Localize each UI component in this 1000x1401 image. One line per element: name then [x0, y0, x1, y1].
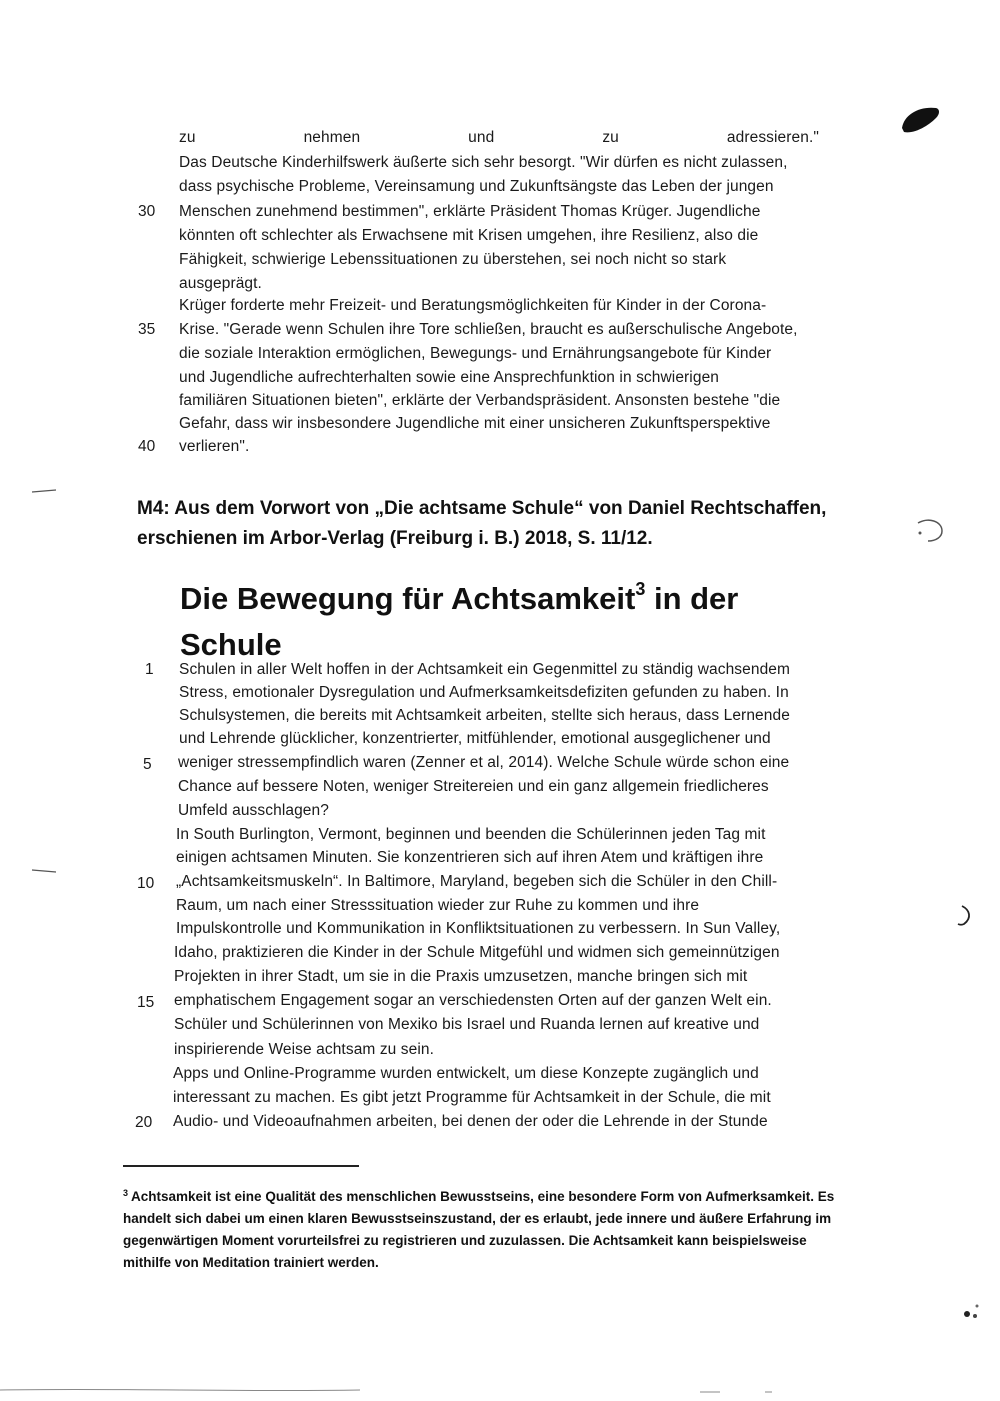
text-line: interessant zu machen. Es gibt jetzt Programme für Achtsamkeit in der Schule, die mit: [173, 1089, 771, 1106]
line-number: 5: [143, 756, 152, 773]
text-line: Raum, um nach einer Stresssituation wieder zur Ruhe zu kommen und ihre: [176, 897, 700, 914]
text-line: Audio- und Videoaufnahmen arbeiten, bei denen der oder die Lehrende in der Stunde: [173, 1113, 768, 1130]
text-line: Menschen zunehmend bestimmen", erklärte Präsident Thomas Krüger. Jugendliche: [179, 203, 761, 220]
text-line: und Jugendliche aufrechterhalten sowie eine Ansprechfunktion in schwierigen: [179, 369, 720, 386]
heading-line: Schule: [180, 627, 282, 662]
text-line: Gefahr, dass wir insbesondere Jugendliche mit einer unsicheren Zukunftsperspektive: [179, 415, 771, 432]
text-line: dass psychische Probleme, Vereinsamung und Zukunftsängste das Leben der jungen: [179, 178, 774, 195]
scan-blot-mark: [896, 100, 946, 140]
scan-edge-mark: [30, 486, 60, 496]
text-line: Idaho, praktizieren die Kinder in der Schule Mitgefühl und widmen sich gemeinnützigen: [174, 944, 780, 961]
heading-text: in der: [645, 581, 739, 616]
text-line: Fähigkeit, schwierige Lebenssituationen zu überstehen, sei noch nicht so stark: [179, 251, 727, 268]
text-line: Projekten in ihrer Stadt, um sie in die Praxis umzusetzen, manche bringen sich mit: [174, 968, 748, 985]
text-line: Krise. "Gerade wenn Schulen ihre Tore schließen, braucht es außerschulische Angebote,: [179, 321, 798, 338]
word: adressieren.": [726, 129, 819, 146]
text-line: und Lehrende glücklicher, konzentrierter, mitfühlender, emotional ausgeglichener und: [179, 730, 771, 747]
text-line: Schüler und Schülerinnen von Mexiko bis Israel und Ruanda lernen auf kreative und: [174, 1016, 760, 1033]
source-line: M4: Aus dem Vorwort von „Die achtsame Schule“ von Daniel Rechtschaffen,: [137, 498, 827, 519]
scan-edge-mark: [952, 900, 982, 930]
text-line: Stress, emotionaler Dysregulation und Aufmerksamkeitsdefiziten gefunden zu haben. In: [179, 684, 789, 701]
footnote-text: Achtsamkeit ist eine Qualität des menschlichen Bewusstseins, eine besondere Form von Aufmerksamkeit. Es handelt sich dabei um einen klaren Bewusstseinszustand, der es erlaubt, jede innere und äußere Erfahrung im gegenwärtigen Moment vorurteilsfrei zu registrieren und zuzulassen. Die Achtsamkeit kann beispielsweise mithilfe von Meditation trainiert werden.: [123, 1189, 835, 1270]
line-number: 15: [137, 994, 155, 1011]
text-line: Apps und Online-Programme wurden entwickelt, um diese Konzepte zugänglich und: [173, 1065, 759, 1082]
text-line: In South Burlington, Vermont, beginnen und beenden die Schülerinnen jeden Tag mit: [176, 826, 766, 843]
text-line: Krüger forderte mehr Freizeit- und Beratungsmöglichkeiten für Kinder in der Corona-: [179, 297, 767, 314]
word: zu: [602, 129, 619, 146]
text-line: die soziale Interaktion ermöglichen, Bewegungs- und Ernährungsangebote für Kinder: [179, 345, 772, 362]
text-line: familiären Situationen bieten", erklärte der Verbandspräsident. Ansonsten bestehe "die: [179, 392, 781, 409]
footnote-separator: [123, 1165, 359, 1167]
text-line: [179, 128, 827, 148]
first-line-words: [179, 128, 819, 148]
source-line: erschienen im Arbor-Verlag (Freiburg i. B.) 2018, S. 11/12.: [137, 528, 653, 549]
text-line: Schulen in aller Welt hoffen in der Achtsamkeit ein Gegenmittel zu ständig wachsendem: [179, 661, 791, 678]
text-line: weniger stressempfindlich waren (Zenner et al, 2014). Welche Schule würde schon eine: [178, 754, 790, 771]
text-line: „Achtsamkeitsmuskeln“. In Baltimore, Maryland, begeben sich die Schüler in den Chill-: [176, 873, 778, 890]
text-line: könnten oft schlechter als Erwachsene mit Krisen umgehen, ihre Resilienz, also die: [179, 227, 759, 244]
line-number: 35: [138, 321, 156, 338]
footnote-ref: 3: [635, 579, 646, 599]
text-line: Chance auf bessere Noten, weniger Streitereien und ein ganz allgemein friedlicheres: [178, 778, 769, 795]
text-line: inspirierende Weise achtsam zu sein.: [174, 1041, 435, 1058]
article-heading: [180, 566, 800, 668]
heading-text: Die Bewegung für Achtsamkeit: [180, 581, 636, 616]
line-number: 40: [138, 438, 156, 455]
line-number: 1: [145, 661, 154, 678]
word: und: [468, 129, 495, 146]
text-line: Impulskontrolle und Kommunikation in Konfliktsituationen zu verbessern. In Sun Valley,: [176, 920, 781, 937]
text-line: Umfeld ausschlagen?: [178, 802, 329, 819]
footnote: [123, 1182, 841, 1274]
source-citation: [137, 494, 837, 554]
scan-bottom-line: [0, 1380, 1000, 1400]
line-number: 10: [137, 875, 155, 892]
text-line: ausgeprägt.: [179, 275, 262, 292]
heading-line: [180, 566, 800, 622]
text-line: Das Deutsche Kinderhilfswerk äußerte sich sehr besorgt. "Wir dürfen es nicht zulassen,: [179, 154, 788, 171]
scan-edge-mark: [955, 1296, 985, 1326]
text-line: verlieren".: [179, 438, 250, 455]
word: nehmen: [303, 129, 361, 146]
line-number: 20: [135, 1114, 153, 1131]
text-line: Schulsystemen, die bereits mit Achtsamkeit arbeiten, stellte sich heraus, dass Lernende: [179, 707, 790, 724]
line-number: 30: [138, 203, 156, 220]
text-line: einigen achtsamen Minuten. Sie konzentrieren sich auf ihren Atem und kräftigen ihre: [176, 849, 764, 866]
footnote-number: 3: [123, 1188, 129, 1198]
scan-edge-mark: [30, 866, 60, 876]
word: zu: [179, 129, 196, 146]
text-line: emphatischem Engagement sogar an verschiedensten Orten auf der ganzen Welt ein.: [174, 992, 772, 1009]
scan-edge-mark: [912, 515, 952, 545]
